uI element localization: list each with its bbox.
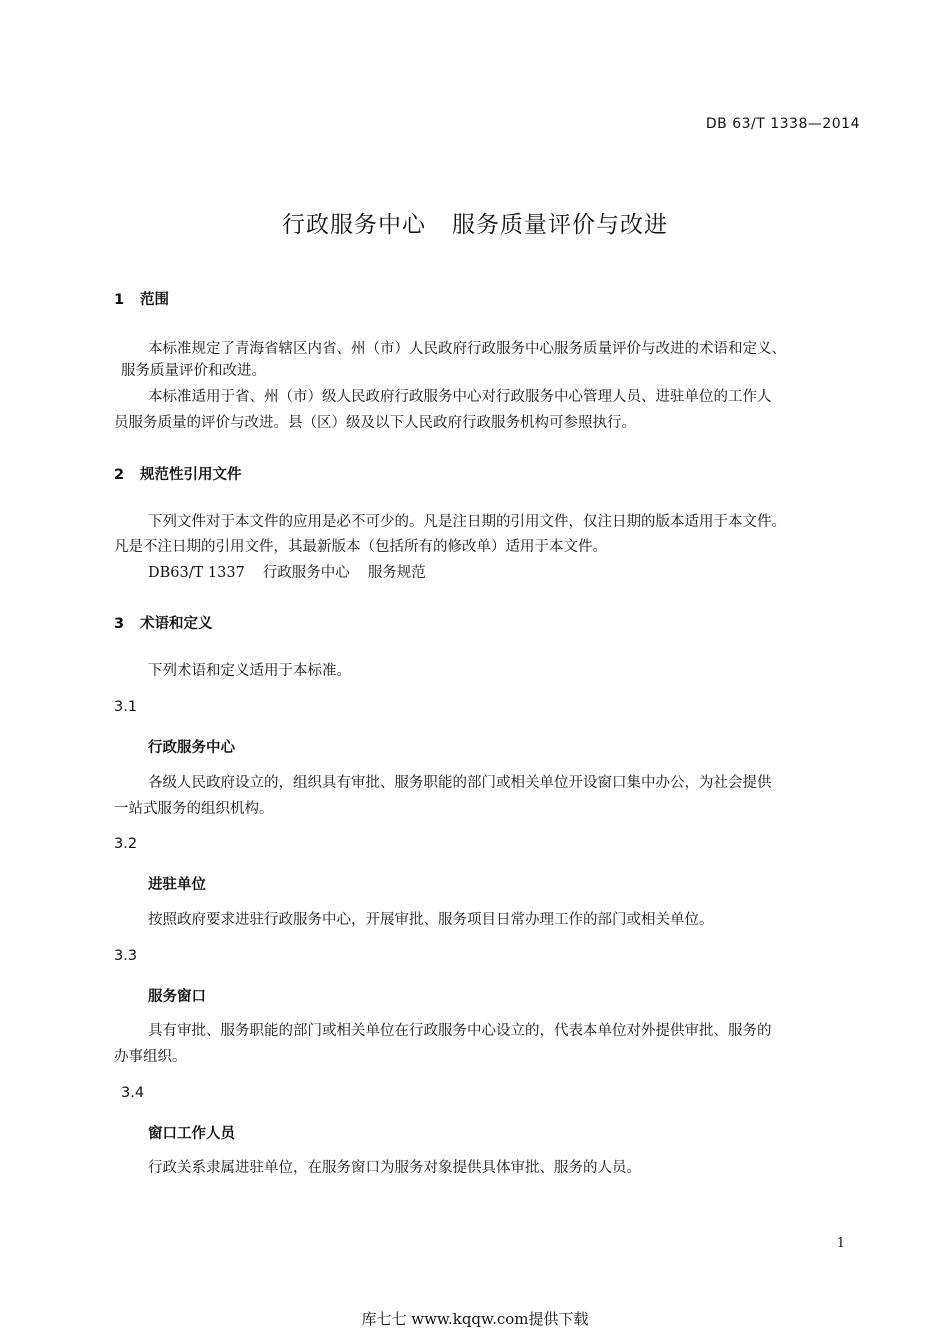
section-1-paragraph-2-line-2: 员服务质量的评价与改进。县（区）级及以下人民政府行政服务机构可参照执行。: [114, 415, 636, 431]
footer-watermark: 库七七 www.kqqw.com提供下载: [361, 1310, 589, 1328]
title-part-1: 行政服务中心: [282, 212, 426, 238]
document-code: DB 63/T 1338—2014: [705, 116, 860, 132]
section-1-paragraph-2-line-1: 本标准适用于省、州（市）级人民政府行政服务中心对行政服务中心管理人员、进驻单位的工作人: [148, 389, 772, 405]
term-3-4-number: 3.4: [121, 1085, 145, 1101]
term-3-3-definition-line-1: 具有审批、服务职能的部门或相关单位在行政服务中心设立的，代表本单位对外提供审批、服务的: [148, 1023, 772, 1039]
term-3-3-definition-line-2: 办事组织。: [114, 1049, 187, 1065]
term-3-2-name: 进驻单位: [148, 877, 206, 893]
term-3-1-definition-line-2: 一站式服务的组织机构。: [114, 801, 274, 817]
term-3-4-name: 窗口工作人员: [148, 1126, 235, 1142]
term-3-2-number: 3.2: [114, 836, 138, 852]
term-3-2-definition-line-1: 按照政府要求进驻行政服务中心，开展审批、服务项目日常办理工作的部门或相关单位。: [148, 912, 714, 928]
section-3-intro: 下列术语和定义适用于本标准。: [148, 663, 351, 679]
section-2-paragraph-line-2: 凡是不注日期的引用文件，其最新版本（包括所有的修改单）适用于本文件。: [114, 539, 607, 555]
term-3-4-definition-line-1: 行政关系隶属进驻单位，在服务窗口为服务对象提供具体审批、服务的人员。: [148, 1160, 641, 1176]
term-3-1-definition-line-1: 各级人民政府设立的，组织具有审批、服务职能的部门或相关单位开设窗口集中办公，为社会提供: [148, 775, 772, 791]
section-2-heading: 2 规范性引用文件: [114, 467, 242, 483]
term-3-3-name: 服务窗口: [148, 989, 206, 1005]
section-2-paragraph-line-1: 下列文件对于本文件的应用是必不可少的。凡是注日期的引用文件，仅注日期的版本适用于本文件。: [148, 514, 786, 530]
section-3-heading: 3 术语和定义: [114, 616, 213, 632]
page-number: 1: [836, 1236, 845, 1251]
title-part-2: 服务质量评价与改进: [452, 212, 668, 238]
page-title: [0, 206, 950, 239]
section-1-paragraph-1-line-2: 服务质量评价和改进。: [121, 363, 266, 379]
section-1-paragraph-1-line-1: 本标准规定了青海省辖区内省、州（市）人民政府行政服务中心服务质量评价与改进的术语和定义、: [148, 341, 786, 357]
normative-reference: DB63/T 1337 行政服务中心 服务规范: [148, 565, 426, 581]
term-3-1-number: 3.1: [114, 699, 138, 715]
term-3-3-number: 3.3: [114, 948, 138, 964]
term-3-1-name: 行政服务中心: [148, 740, 235, 756]
section-1-heading: 1 范围: [114, 292, 169, 308]
